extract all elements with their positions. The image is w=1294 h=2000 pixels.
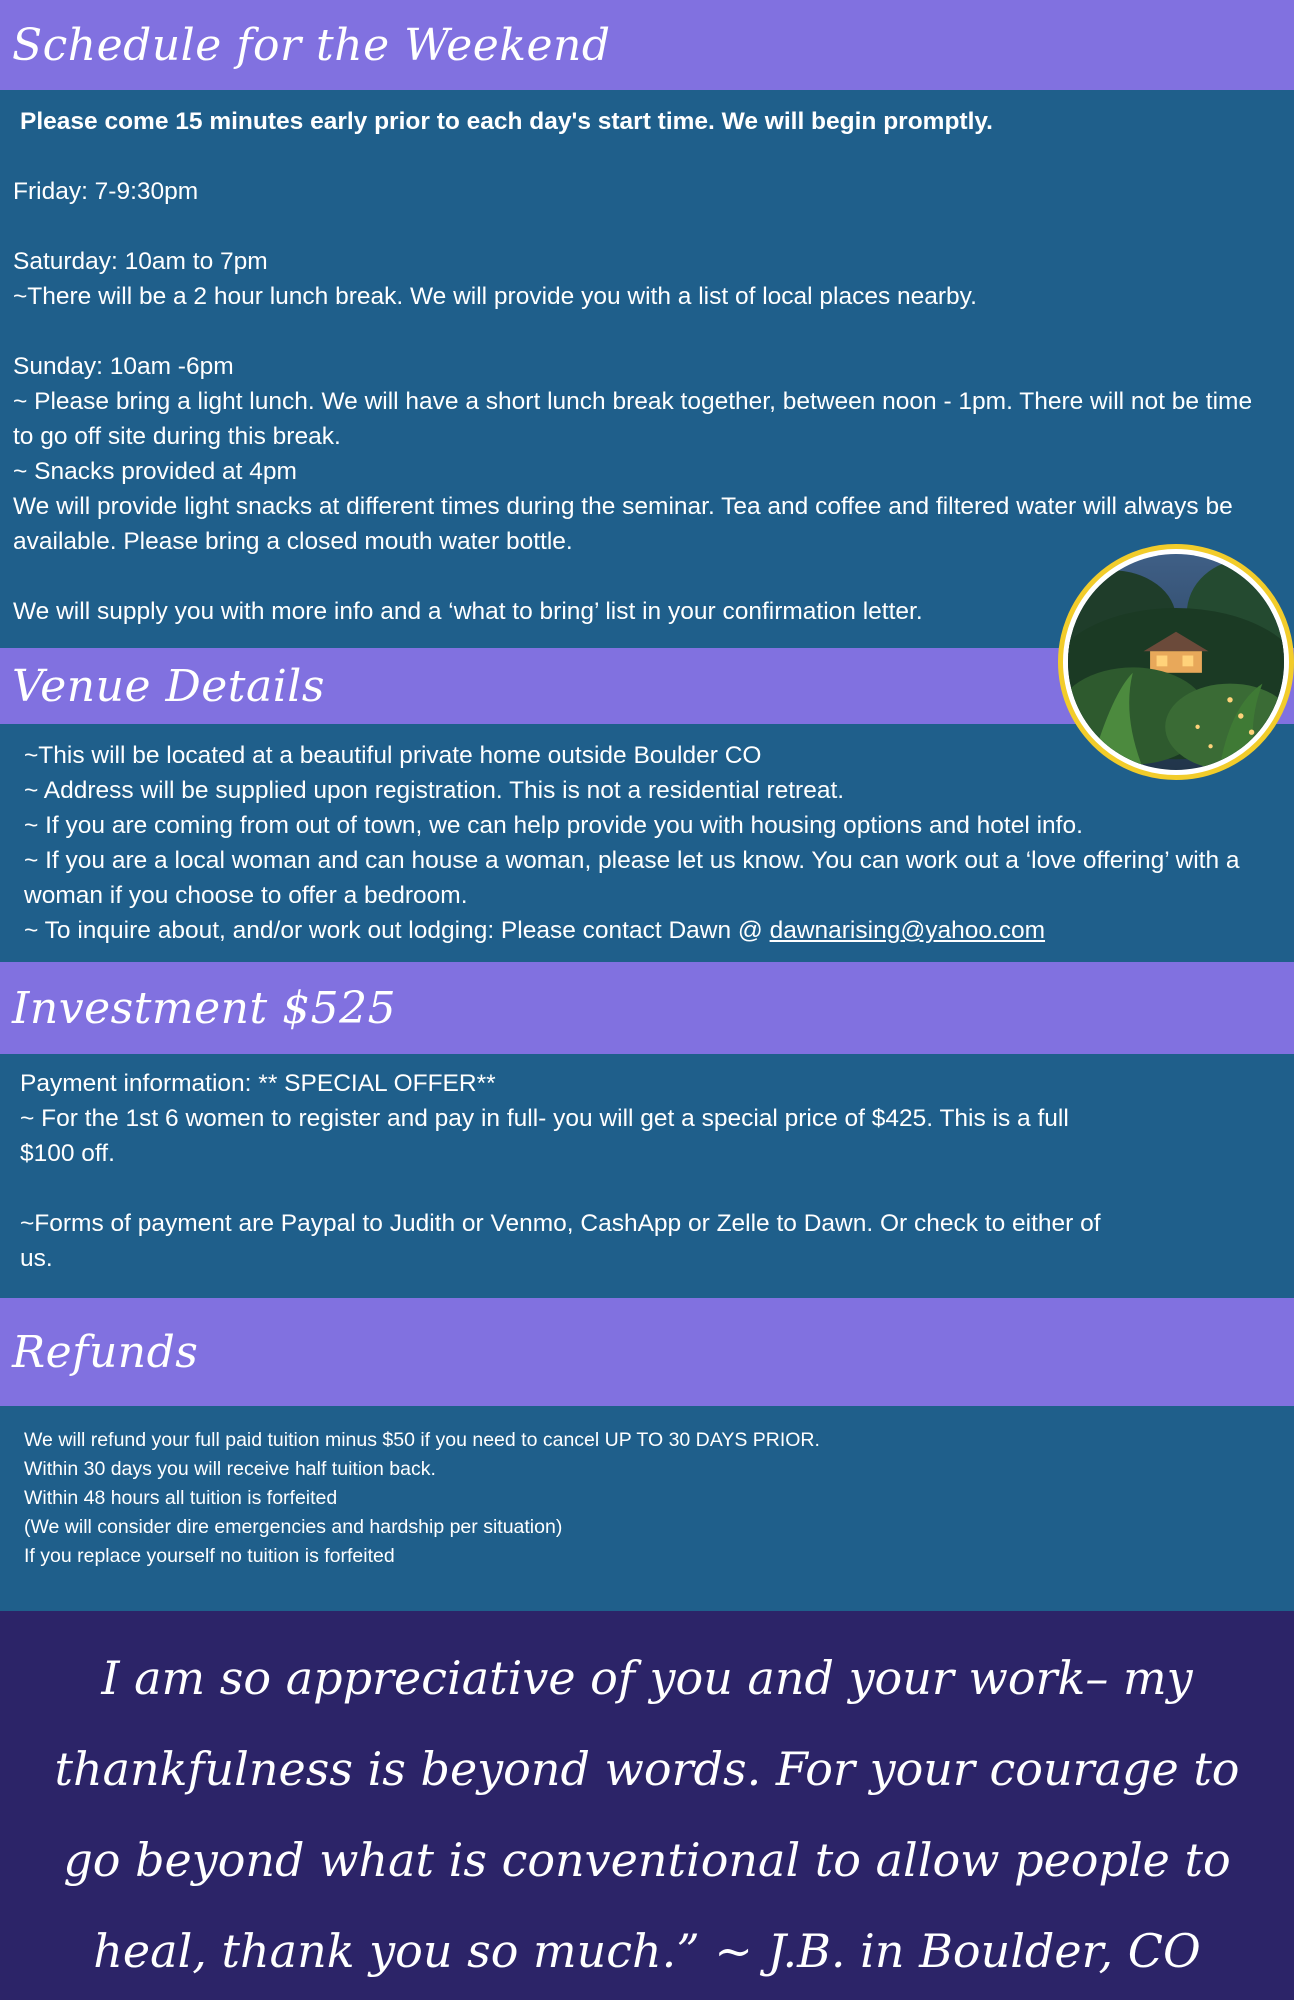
investment-header bbox=[0, 962, 1294, 1054]
schedule-confirmation: We will supply you with more info and a ‘what to bring’ list in your confirmation letter. bbox=[13, 598, 923, 625]
refunds-header bbox=[0, 1298, 1294, 1406]
refund-line: If you replace yourself no tuition is forfeited bbox=[24, 1545, 395, 1567]
refunds-heading: Refunds bbox=[12, 1326, 199, 1378]
venue-heading: Venue Details bbox=[12, 660, 325, 712]
venue-contact-text: ~ To inquire about, and/or work out lodging: Please contact Dawn @ bbox=[24, 917, 770, 944]
refund-line: (We will consider dire emergencies and hardship per situation) bbox=[24, 1516, 563, 1538]
schedule-sunday-note-snacks: ~ Snacks provided at 4pm bbox=[13, 458, 297, 485]
venue-panel bbox=[0, 724, 1294, 962]
investment-payment-forms: ~Forms of payment are Paypal to Judith or Venmo, CashApp or Zelle to Dawn. Or check to either of us. bbox=[20, 1210, 1101, 1272]
investment-panel bbox=[0, 1054, 1294, 1298]
venue-line-local-housing: ~ If you are a local woman and can house a woman, please let us know. You can work out a ‘love offering’ with a woman if you choose to offer a bedroom. bbox=[24, 847, 1240, 909]
schedule-saturday: Saturday: 10am to 7pm bbox=[13, 248, 268, 275]
venue-photo bbox=[1058, 544, 1294, 780]
schedule-snacks: We will provide light snacks at different times during the seminar. Tea and coffee and filtered water will always be available. Please bring a closed mouth water bottle. bbox=[13, 493, 1233, 555]
testimonial-section bbox=[0, 1611, 1294, 2000]
venue-line-address: ~ Address will be supplied upon registration. This is not a residential retreat. bbox=[24, 777, 845, 804]
refund-line: Within 30 days you will receive half tuition back. bbox=[24, 1458, 436, 1480]
venue-line-location: ~This will be located at a beautiful private home outside Boulder CO bbox=[24, 742, 762, 769]
investment-payment-info: Payment information: ** SPECIAL OFFER** bbox=[20, 1070, 496, 1097]
schedule-header bbox=[0, 0, 1294, 90]
refund-line: We will refund your full paid tuition minus $50 if you need to cancel UP TO 30 DAYS PRIOR. bbox=[24, 1429, 820, 1451]
schedule-friday: Friday: 7-9:30pm bbox=[13, 178, 199, 205]
refunds-panel bbox=[0, 1406, 1294, 1611]
schedule-panel bbox=[0, 90, 1294, 648]
venue-line-contact bbox=[24, 913, 1274, 948]
refund-line: Within 48 hours all tuition is forfeited bbox=[24, 1487, 338, 1509]
house-in-jungle-image bbox=[1068, 554, 1284, 770]
email-link[interactable]: dawnarising@yahoo.com bbox=[769, 917, 1046, 944]
testimonial-quote: I am so appreciative of you and your work– my thankfulness is beyond words. For your courage to go beyond what is conventional to allow people to heal, thank you so much.” ~ J.B. in Boulder, CO bbox=[54, 1651, 1240, 1978]
schedule-sunday: Sunday: 10am -6pm bbox=[13, 353, 234, 380]
schedule-intro: Please come 15 minutes early prior to each day's start time. We will begin promptly. bbox=[20, 108, 993, 135]
schedule-heading: Schedule for the Weekend bbox=[12, 19, 611, 71]
investment-heading: Investment $525 bbox=[12, 982, 397, 1034]
schedule-saturday-note: ~There will be a 2 hour lunch break. We will provide you with a list of local places nearby. bbox=[13, 283, 977, 310]
schedule-sunday-note-lunch: ~ Please bring a light lunch. We will have a short lunch break together, between noon - 1pm. There will not be time to go off site during this break. bbox=[13, 388, 1253, 450]
venue-line-out-of-town: ~ If you are coming from out of town, we can help provide you with housing options and hotel info. bbox=[24, 812, 1083, 839]
investment-special-offer: ~ For the 1st 6 women to register and pay in full- you will get a special price of $425. This is a full $100 off. bbox=[20, 1105, 1069, 1167]
